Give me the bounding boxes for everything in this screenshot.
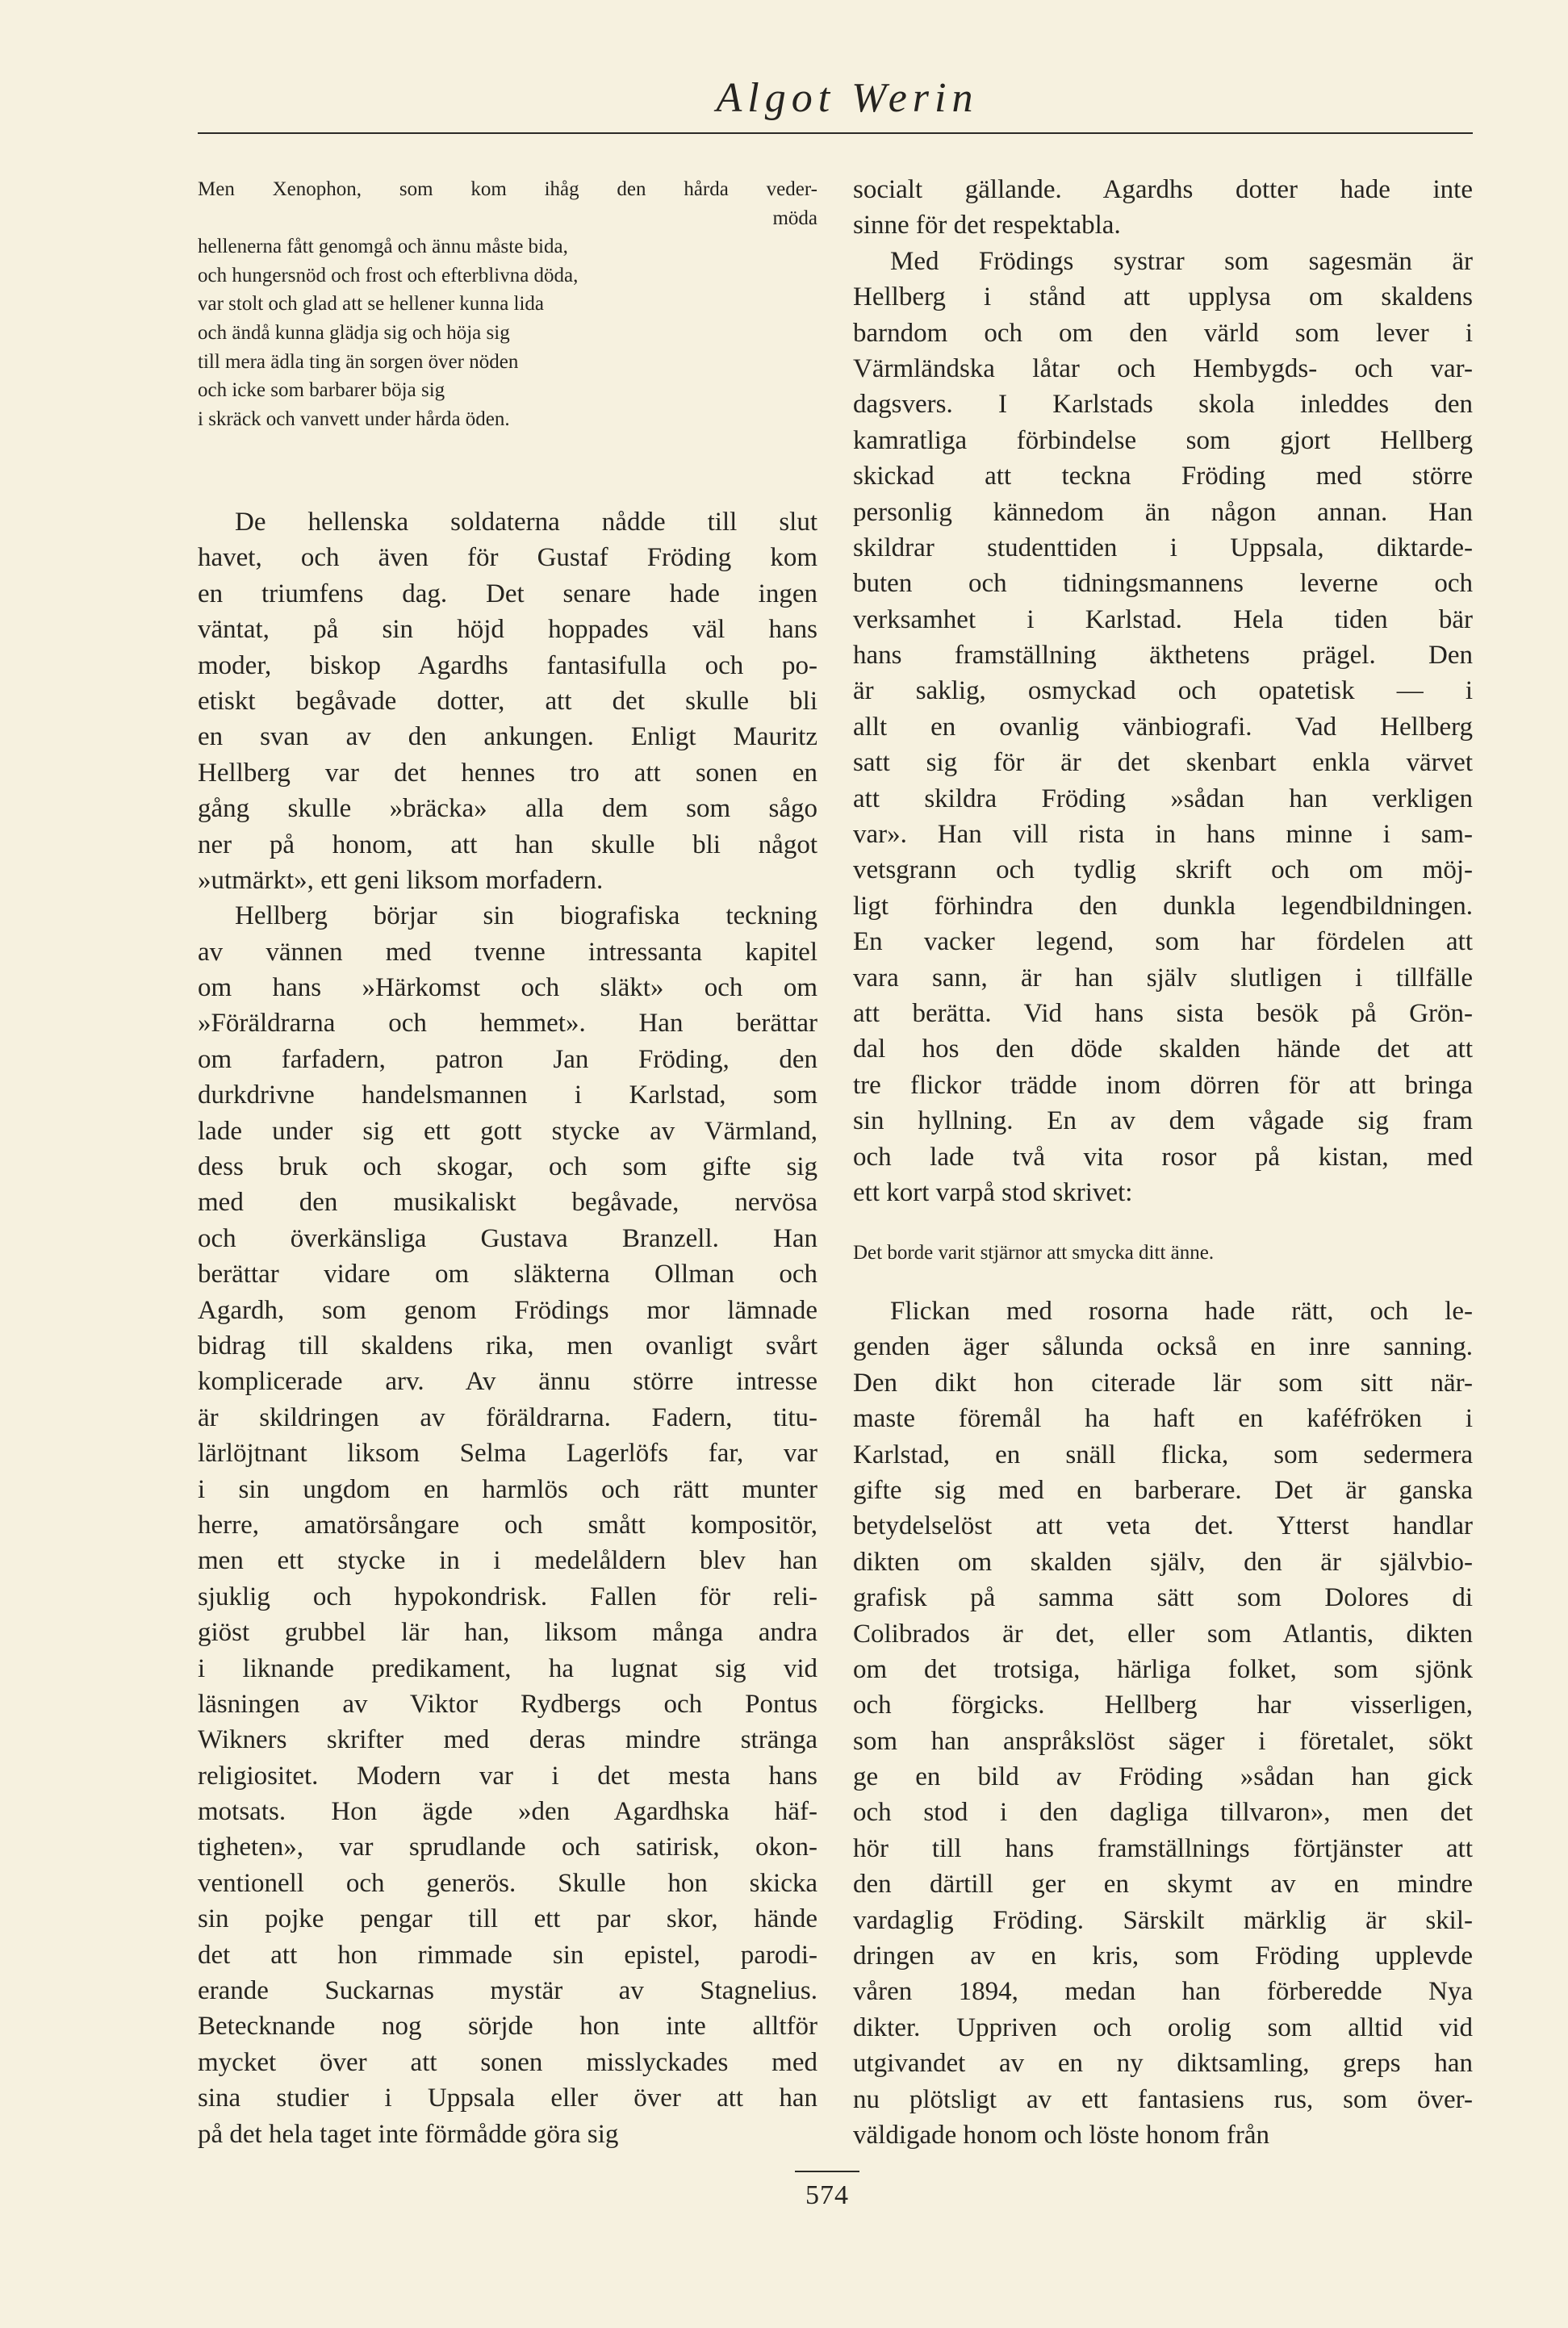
poem-line: i skräck och vanvett under hårda öden. bbox=[198, 408, 510, 430]
text-line: dikten om skalden själv, den är självbio- bbox=[853, 1547, 1473, 1577]
text-line: det att hon rimmade sin epistel, parodi- bbox=[198, 1940, 817, 1970]
text-line: sinne för det respektabla. bbox=[853, 211, 1121, 240]
text-line: verksamhet i Karlstad. Hela tiden bär bbox=[853, 604, 1473, 634]
text-line: väldigade honom och löste honom från bbox=[853, 2120, 1269, 2150]
text-line: i liknande predikament, ha lugnat sig vid bbox=[198, 1653, 817, 1683]
text-line: »utmärkt», ett geni liksom morfadern. bbox=[198, 865, 604, 895]
text-line: läsningen av Viktor Rydbergs och Pontus bbox=[198, 1689, 817, 1719]
text-line: herre, amatörsångare och smått kompositör, bbox=[198, 1510, 817, 1540]
text-line: satt sig för är det skenbart enkla värvet bbox=[853, 748, 1473, 778]
text-line: och stod i den dagliga tillvaron», men det bbox=[853, 1798, 1473, 1828]
text-line: religiositet. Modern var i det mesta hans bbox=[198, 1761, 817, 1791]
text-line: grafisk på samma sätt som Dolores di bbox=[853, 1583, 1473, 1613]
text-line: berättar vidare om släkterna Ollman och bbox=[198, 1260, 817, 1289]
text-line: att skildra Fröding »sådan han verkligen bbox=[853, 784, 1473, 813]
text-line: lärlöjtnant liksom Selma Lagerlöfs far, var bbox=[198, 1439, 817, 1469]
text-line: en triumfens dag. Det senare hade ingen bbox=[198, 579, 817, 608]
text-line: är skildringen av föräldrarna. Fadern, titu- bbox=[198, 1402, 817, 1432]
page-number: 574 bbox=[805, 2180, 849, 2210]
text-line: allt en ovanlig vänbiografi. Vad Hellberg bbox=[853, 712, 1473, 742]
text-line: barndom och om den värld som lever i bbox=[853, 318, 1473, 348]
text-line: vara sann, är han själv slutligen i tillfälle bbox=[853, 963, 1473, 993]
text-line: etiskt begåvade dotter, att det skulle bli bbox=[198, 686, 817, 716]
poem-quotation bbox=[198, 175, 817, 433]
text-line: kamratliga förbindelse som gjort Hellberg bbox=[853, 425, 1473, 455]
text-line: lade under sig ett gott stycke av Värmland, bbox=[198, 1116, 817, 1146]
text-line: komplicerade arv. Av ännu större intresse bbox=[198, 1367, 817, 1397]
text-line: skickad att teckna Fröding med större bbox=[853, 462, 1473, 491]
text-line: är saklig, osmyckad och opatetisk — i bbox=[853, 676, 1473, 706]
text-line: Agardh, som genom Frödings mor lämnade bbox=[198, 1295, 817, 1325]
left-column-body bbox=[198, 504, 817, 2152]
text-line: giöst grubbel lär han, liksom många andra bbox=[198, 1618, 817, 1648]
text-line: mycket över att sonen misslyckades med bbox=[198, 2047, 817, 2077]
text-line: dess bruk och skogar, och som gifte sig bbox=[198, 1152, 817, 1182]
text-line: våren 1894, medan han förberedde Nya bbox=[853, 1977, 1473, 2007]
page-number-rule bbox=[795, 2171, 859, 2172]
text-line: ge en bild av Fröding »sådan han gick bbox=[853, 1762, 1473, 1792]
text-line: Hellberg i stånd att upplysa om skaldens bbox=[853, 282, 1473, 312]
text-line: vetsgrann och tydlig skrift och om möj- bbox=[853, 855, 1473, 885]
text-line: Med Frödings systrar som sagesmän är bbox=[890, 246, 1473, 276]
text-line: i sin ungdom en harmlös och rätt munter bbox=[198, 1474, 817, 1504]
text-line: ett kort varpå stod skrivet: bbox=[853, 1177, 1133, 1207]
text-line: moder, biskop Agardhs fantasifulla och po- bbox=[198, 650, 817, 680]
text-line: men ett stycke in i medelåldern blev han bbox=[198, 1546, 817, 1576]
text-line: nu plötsligt av ett fantasiens rus, som över- bbox=[853, 2084, 1473, 2114]
paragraph bbox=[853, 1294, 1473, 2153]
text-line: utgivandet av en ny diktsamling, greps han bbox=[853, 2049, 1473, 2079]
text-line: Wikners skrifter med deras mindre stränga bbox=[198, 1725, 817, 1755]
poem-line: till mera ädla ting än sorgen över nöden bbox=[198, 350, 519, 373]
text-line: och förgicks. Hellberg har visserligen, bbox=[853, 1691, 1473, 1720]
text-line: erande Suckarnas mystär av Stagnelius. bbox=[198, 1976, 817, 2006]
paragraph bbox=[198, 504, 817, 898]
poem-line: hellenerna fått genomgå och ännu måste bida, bbox=[198, 236, 568, 258]
text-line: Hellberg var det hennes tro att sonen en bbox=[198, 758, 817, 788]
text-line: Hellberg börjar sin biografiska teckning bbox=[235, 901, 817, 931]
text-line: som han anspråkslöst säger i företalet, sökt bbox=[853, 1726, 1473, 1756]
text-line: gång skulle »bräcka» alla dem som sågo bbox=[198, 794, 817, 824]
text-line: bidrag till skaldens rika, men ovanligt svårt bbox=[198, 1331, 817, 1360]
text-line: ner på honom, att han skulle bli något bbox=[198, 830, 817, 859]
paragraph bbox=[853, 172, 1473, 244]
text-line: Värmländska låtar och Hembygds- och var- bbox=[853, 353, 1473, 383]
poem-line: möda bbox=[772, 207, 817, 229]
text-line: hör till hans framställnings förtjänster att bbox=[853, 1833, 1473, 1863]
text-line: om det trotsiga, härliga folket, som sjönk bbox=[853, 1654, 1473, 1684]
text-line: Karlstad, en snäll flicka, som sedermera bbox=[853, 1440, 1473, 1469]
text-line: betydelselöst att veta det. Ytterst handlar bbox=[853, 1511, 1473, 1541]
text-line: ligt förhindra den dunkla legendbildningen. bbox=[853, 891, 1473, 921]
text-line: sjuklig och hypokondrisk. Fallen för reli- bbox=[198, 1582, 817, 1611]
text-line: vardaglig Fröding. Särskilt märklig är skil- bbox=[853, 1905, 1473, 1935]
text-line: dagsvers. I Karlstads skola inleddes den bbox=[853, 390, 1473, 420]
text-line: genden äger sålunda också en inre sanning. bbox=[853, 1332, 1473, 1362]
text-line: hans framställning äkthetens prägel. Den bbox=[853, 641, 1473, 671]
header-rule bbox=[198, 132, 1473, 134]
paragraph bbox=[198, 898, 817, 2152]
text-line: De hellenska soldaterna nådde till slut bbox=[235, 508, 817, 537]
text-line: och lade två vita rosor på kistan, med bbox=[853, 1142, 1473, 1172]
text-line: en svan av den ankungen. Enligt Mauritz bbox=[198, 722, 817, 752]
text-line: Flickan med rosorna hade rätt, och le- bbox=[890, 1297, 1473, 1326]
text-line: och överkänsliga Gustava Branzell. Han bbox=[198, 1223, 817, 1253]
poem-line: Men Xenophon, som kom ihåg den hårda veder- bbox=[198, 178, 817, 200]
text-line: buten och tidningsmannens leverne och bbox=[853, 569, 1473, 599]
text-line: gifte sig med en barberare. Det är ganska bbox=[853, 1475, 1473, 1505]
text-line: av vännen med tvenne intressanta kapitel bbox=[198, 937, 817, 967]
right-column-body-top bbox=[853, 172, 1473, 1210]
text-line: Betecknande nog sörjde hon inte alltför bbox=[198, 2012, 817, 2042]
text-line: den därtill ger en skymt av en mindre bbox=[853, 1870, 1473, 1900]
text-line: socialt gällande. Agardhs dotter hade inte bbox=[853, 175, 1473, 204]
running-header-author: Algot Werin bbox=[716, 75, 979, 121]
text-line: ventionell och generös. Skulle hon skicka bbox=[198, 1868, 817, 1898]
text-line: tre flickor trädde inom dörren för att bringa bbox=[853, 1070, 1473, 1100]
text-line: väntat, på sin höjd hoppades väl hans bbox=[198, 615, 817, 645]
poem-line: och icke som barbarer böja sig bbox=[198, 379, 445, 402]
text-line: tigheten», var sprudlande och satirisk, okon- bbox=[198, 1833, 817, 1862]
text-line: sina studier i Uppsala eller över att han bbox=[198, 2083, 817, 2113]
card-quotation: Det borde varit stjärnor att smycka ditt änne. bbox=[853, 1242, 1215, 1264]
poem-line: och hungersnöd och frost och efterblivna döda, bbox=[198, 264, 579, 286]
text-line: på det hela taget inte förmådde göra sig bbox=[198, 2119, 619, 2149]
text-line: motsats. Hon ägde »den Agardhska häf- bbox=[198, 1797, 817, 1827]
text-line: sin pojke pengar till ett par skor, hände bbox=[198, 1904, 817, 1934]
text-line: Colibrados är det, eller som Atlantis, dikten bbox=[853, 1619, 1473, 1649]
text-line: »Föräldrarna och hemmet». Han berättar bbox=[198, 1009, 817, 1039]
text-line: dal hos den döde skalden hände det att bbox=[853, 1034, 1473, 1064]
text-line: maste föremål ha haft en kaféfröken i bbox=[853, 1404, 1473, 1434]
text-line: En vacker legend, som har fördelen att bbox=[853, 927, 1473, 957]
text-line: att berätta. Vid hans sista besök på Grön- bbox=[853, 998, 1473, 1028]
text-line: dringen av en kris, som Fröding upplevde bbox=[853, 1941, 1473, 1971]
text-line: med den musikaliskt begåvade, nervösa bbox=[198, 1188, 817, 1218]
text-line: skildrar studenttiden i Uppsala, diktarde- bbox=[853, 533, 1473, 562]
text-line: var». Han vill rista in hans minne i sam- bbox=[853, 820, 1473, 850]
text-line: havet, och även för Gustaf Fröding kom bbox=[198, 543, 817, 573]
text-line: Den dikt hon citerade lär som sitt när- bbox=[853, 1368, 1473, 1398]
poem-line: och ändå kunna glädja sig och höja sig bbox=[198, 321, 510, 344]
text-line: om hans »Härkomst och släkt» och om bbox=[198, 973, 817, 1003]
paragraph bbox=[853, 244, 1473, 1211]
text-line: personlig kännedom än någon annan. Han bbox=[853, 497, 1473, 527]
text-line: durkdrivne handelsmannen i Karlstad, som bbox=[198, 1080, 817, 1110]
right-column-body-bottom bbox=[853, 1294, 1473, 2153]
text-line: dikter. Uppriven och orolig som alltid vid bbox=[853, 2012, 1473, 2042]
poem-line: var stolt och glad att se hellener kunna lida bbox=[198, 293, 545, 316]
text-line: om farfadern, patron Jan Fröding, den bbox=[198, 1044, 817, 1074]
text-line: sin hyllning. En av dem vågade sig fram bbox=[853, 1106, 1473, 1136]
